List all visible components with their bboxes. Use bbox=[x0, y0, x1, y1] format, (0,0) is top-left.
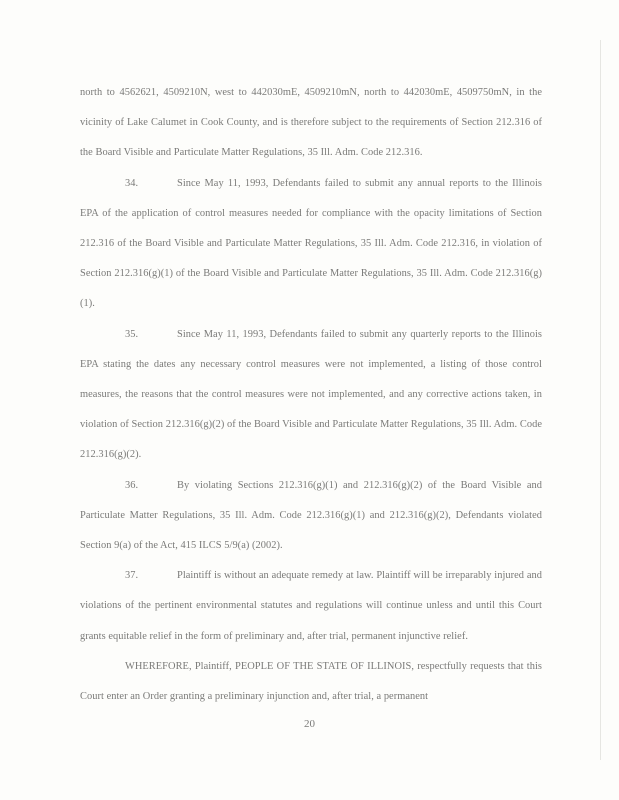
paragraph-number: 34. bbox=[125, 177, 139, 189]
body-text bbox=[80, 78, 542, 712]
scan-edge-shadow bbox=[600, 40, 601, 760]
page-number: 20 bbox=[304, 718, 315, 730]
paragraph-wherefore bbox=[80, 652, 542, 712]
paragraph-continuation bbox=[80, 78, 542, 169]
paragraph-text: By violating Sections 212.316(g)(1) and 212.316(g)(2) of the Board Visible and Particulate Matter Regulations, 35 Ill. Adm. Code 212.316(g)(1) and 212.316(g)(2), Defendants violated Section 9(a) of the Act, 415 ILCS 5/9(a) (2002). bbox=[80, 479, 542, 552]
paragraph-36 bbox=[80, 471, 542, 562]
paragraph-number: 37. bbox=[125, 570, 139, 582]
paragraph-text: north to 4562621, 4509210N, west to 442030mE, 4509210mN, north to 442030mE, 4509750mN, in the vicinity of Lake Calumet in Cook County, and is therefore subject to the requirements of Section 212.316 of the Board Visible and Particulate Matter Regulations, 35 Ill. Adm. Code 212.316. bbox=[80, 87, 542, 159]
paragraph-number: 36. bbox=[125, 479, 139, 491]
paragraph-37 bbox=[80, 561, 542, 652]
paragraph-text: Since May 11, 1993, Defendants failed to submit any quarterly reports to the Illinois EPA stating the dates any necessary control measures were not implemented, a listing of those control measures, the reasons that the control measures were not implemented, and any corrective actions taken, in violation of Section 212.316(g)(2) of the Board Visible and Particulate Matter Regulations, 35 Ill. Adm. Code 212.316(g)(2). bbox=[80, 328, 542, 461]
paragraph-text: WHEREFORE, Plaintiff, PEOPLE OF THE STATE OF ILLINOIS, respectfully requests that this Court enter an Order granting a preliminary injunction and, after trial, a permanent bbox=[80, 660, 542, 703]
paragraph-number: 35. bbox=[125, 328, 139, 340]
paragraph-35 bbox=[80, 320, 542, 471]
paragraph-text: Plaintiff is without an adequate remedy at law. Plaintiff will be irreparably injured and violations of the pertinent environmental statutes and regulations will continue unless and until this Court grants equitable relief in the form of preliminary and, after trial, permanent injunctive relief. bbox=[80, 570, 542, 642]
paragraph-34 bbox=[80, 169, 542, 320]
paragraph-text: Since May 11, 1993, Defendants failed to submit any annual reports to the Illinois EPA of the application of control measures needed for compliance with the opacity limitations of Section 212.316 of the Board Visible and Particulate Matter Regulations, 35 Ill. Adm. Code 212.316, in violation of Section 212.316(g)(1) of the Board Visible and Particulate Matter Regulations, 35 Ill. Adm. Code 212.316(g)(1). bbox=[80, 177, 542, 310]
